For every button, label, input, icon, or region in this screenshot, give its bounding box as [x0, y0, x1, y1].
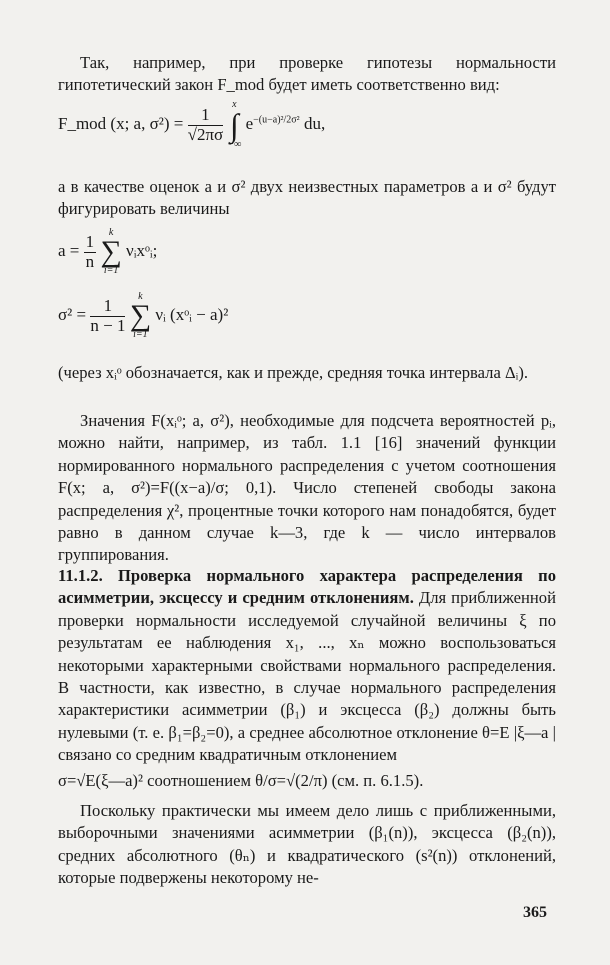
paragraph-relation: σ=√E(ξ—a)² соотношением θ/σ=√(2/π) (см. п. 6.1.5).	[58, 771, 424, 790]
formula-a-num: 1	[85, 231, 95, 251]
sum-sign: k ∑ i=1	[100, 227, 122, 276]
formula-fmod-den: √2πσ	[187, 124, 224, 144]
formula-fmod-num: 1	[188, 106, 224, 126]
section-heading: 11.1.2. Проверка нормального характера распределения по асимметрии, эксцессу и средним отклонениям.	[58, 566, 556, 608]
formula-fmod-e: $e^{-(u-a)^2/2\sigma^2}$	[245, 113, 300, 133]
formula-fmod-tail: du,	[303, 113, 326, 133]
formula-sigma-hat	[58, 292, 228, 340]
sum-sign-2: k ∑ i=1	[129, 291, 152, 340]
formula-a-hat	[58, 228, 157, 276]
formula-a-den: n	[85, 251, 95, 271]
paragraph-practice: Поскольку практически мы имеем дело лишь с приближенными, выборочными значениями асимметрии (β₁(n)), эксцесса (β₂(n)), средних абсолютного (θₙ) и квадратического (s²(n)) отклонений, которые подвержены некоторому не-	[58, 801, 556, 888]
formula-sigma-den: n − 1	[90, 315, 126, 335]
formula-a-lhs: a =	[58, 240, 84, 260]
integral-sign: x ∫ −∞	[227, 99, 242, 150]
formula-sigma-frac	[90, 297, 125, 335]
section-body: Для приближенной проверки нормальности исследуемой случайной величины ξ по результатам ее наблюдения x₁, ..., xₙ можно воспользоваться некоторыми характерными свойствами нормального распределения. В частности, как известно, в случае нормального распределения характеристики асимметрии (β₁) и эксцесса (β₂) должны быть нулевыми (т. е. β₁=β₂=0), а среднее абсолютное отклонение θ=E |ξ—a | связано со средним квадратичным отклонением	[58, 588, 556, 765]
sum2-lower: i=1	[133, 329, 148, 340]
sum2-upper: k	[138, 291, 143, 302]
formula-fmod-exp: −(u−a)²/2σ²	[253, 114, 300, 126]
section-paragraph	[58, 565, 556, 767]
paragraph-note: (через xᵢᵒ обозначается, как и прежде, средняя точка интервала Δᵢ).	[58, 363, 529, 382]
integral-lower: −∞	[227, 139, 242, 150]
formula-a-body: νᵢxᵒᵢ;	[126, 240, 158, 260]
integral-upper: x	[232, 99, 237, 110]
formula-sigma-body: νᵢ (xᵒᵢ − a)²	[155, 304, 229, 324]
formula-sigma-lhs: σ² =	[58, 304, 91, 324]
sum-lower: i=1	[103, 265, 119, 276]
paragraph-values: Значения F(xᵢᵒ; a, σ²), необходимые для подсчета вероятностей pᵢ, можно найти, например, из табл. 1.1 [16] значений функции нормированного нормального распределения с учетом соотношения F(x; a, σ²)=F((x−a)/σ; 0,1). Число степеней свободы закона распределения χ², процентные точки которого нам понадобятся, будет равно в данном случае k—3, где k — число интервалов группирования.	[58, 411, 556, 565]
paragraph-estimates: а в качестве оценок a и σ² двух неизвестных параметров a и σ² будут фигурировать величины	[58, 177, 556, 219]
formula-a-frac	[84, 233, 97, 271]
paragraph-intro: Так, например, при проверке гипотезы нормальности гипотетический закон F_mod будет иметь соответственно вид:	[58, 53, 556, 95]
page-number: 365	[523, 904, 547, 921]
formula-fmod-frac	[188, 106, 224, 144]
formula-sigma-num: 1	[90, 297, 125, 317]
formula-fmod-lhs: F_mod (x; a, σ²) =	[58, 113, 188, 133]
sum-upper: k	[108, 227, 114, 238]
formula-fmod	[58, 100, 325, 150]
